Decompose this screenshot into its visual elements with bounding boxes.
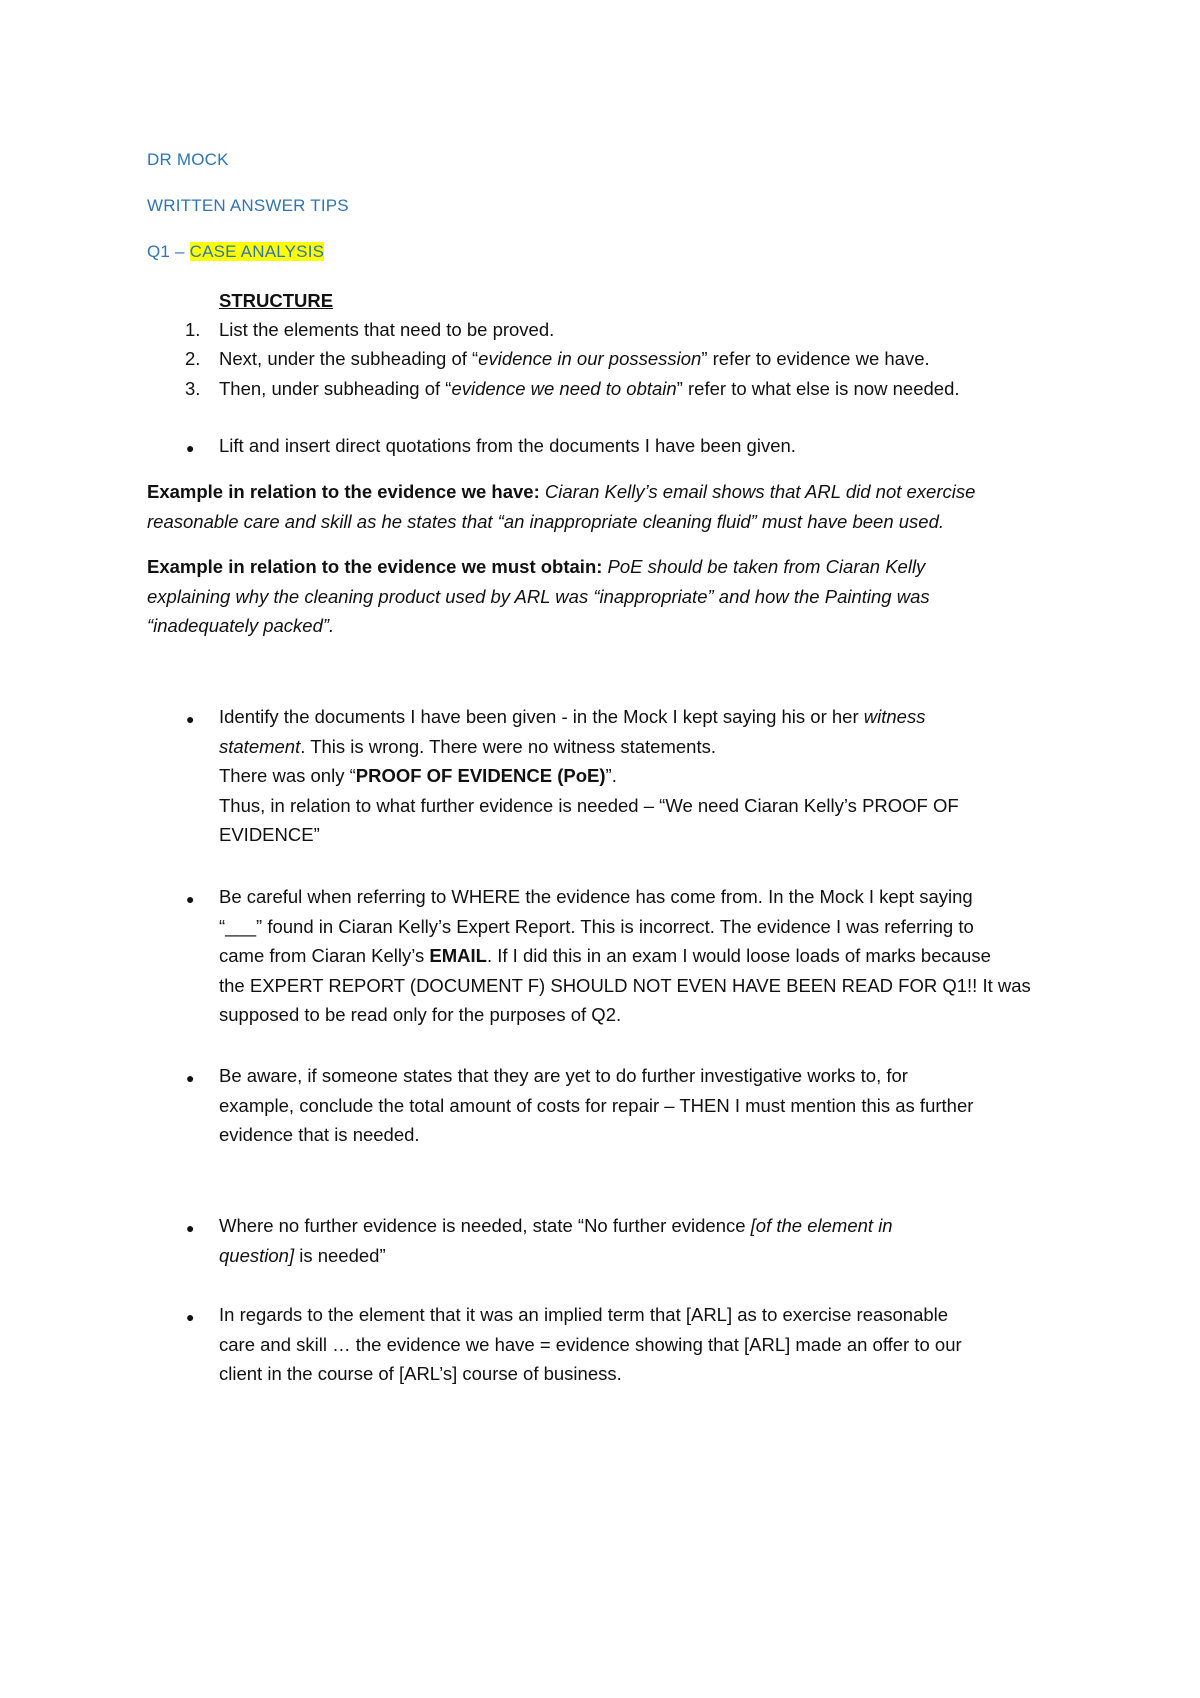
q1-heading [147, 242, 324, 262]
bullet-icon: ● [186, 891, 195, 907]
bullet-4-text: Be aware, if someone states that they are yet to do further investigative works to, for example, conclude the total amount of costs for repair – THEN I must mention this as further evidence that is needed. [219, 1065, 974, 1145]
bullet-icon: ● [186, 1309, 195, 1325]
example-1: Example in relation to the evidence we have: Ciaran Kelly’s email shows that ARL did not exercise reasonable care and skill as he states that “an inappropriate cleaning fluid” must have been used. [147, 481, 976, 532]
bullet-icon: ● [186, 440, 195, 456]
bullet-6-text: In regards to the element that it was an implied term that [ARL] as to exercise reasonable care and skill … the evidence we have = evidence showing that [ARL] made an offer to our client in the course of [ARL’s] course of business. [219, 1304, 962, 1384]
example-2: Example in relation to the evidence we must obtain: PoE should be taken from Ciaran Kelly explaining why the cleaning product used by ARL was “inappropriate” and how the Painting was “inadequately packed”. [147, 556, 930, 636]
bullet-3-text: Be careful when referring to WHERE the evidence has come from. In the Mock I kept saying “___” found in Ciaran Kelly’s Expert Report. This is incorrect. The evidence I was referring to came from Ciaran Kelly’s EMAIL. If I did this in an exam I would loose loads of marks because the EXPERT REPORT (DOCUMENT F) SHOULD NOT EVEN HAVE BEEN READ FOR Q1!! It was supposed to be read only for the purposes of Q2. [219, 886, 1031, 1025]
q1-highlight: CASE ANALYSIS [189, 242, 325, 261]
structure-item-2: Next, under the subheading of “evidence in our possession” refer to evidence we have. [219, 348, 930, 369]
structure-item-1-number: 1. [185, 319, 201, 340]
doc-title: DR MOCK [147, 150, 229, 169]
bullet-1-text: Lift and insert direct quotations from the documents I have been given. [219, 435, 796, 456]
bullet-icon: ● [186, 711, 195, 727]
doc-subtitle: WRITTEN ANSWER TIPS [147, 196, 349, 215]
structure-item-1: List the elements that need to be proved. [219, 319, 555, 340]
bullet-icon: ● [186, 1070, 195, 1086]
structure-item-2-number: 2. [185, 348, 201, 369]
example-1-label: Example in relation to the evidence we have: [147, 481, 540, 502]
bullet-5-text: Where no further evidence is needed, state “No further evidence [of the element in question] is needed” [219, 1215, 893, 1266]
structure-item-3-number: 3. [185, 378, 201, 399]
bullet-icon: ● [186, 1220, 195, 1236]
structure-item-3: Then, under subheading of “evidence we need to obtain” refer to what else is now needed. [219, 378, 960, 399]
example-2-label: Example in relation to the evidence we must obtain: [147, 556, 603, 577]
structure-heading: STRUCTURE [219, 290, 334, 311]
bullet-2-text: Identify the documents I have been given - in the Mock I kept saying his or her witness statement. This is wrong. There were no witness statements. There was only “PROOF OF EVIDENCE (PoE)”. Thus, in relation to what further evidence is needed – “We need Ciaran Kelly’s PROOF OF EVIDENCE” [219, 706, 959, 845]
q1-prefix: Q1 – [147, 242, 190, 261]
